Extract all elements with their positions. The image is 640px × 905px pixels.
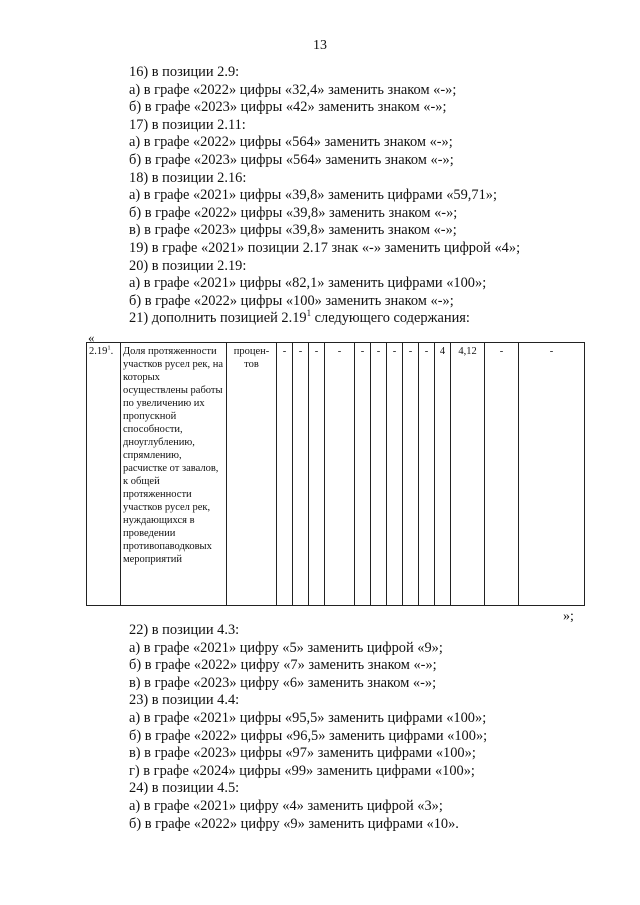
value-cell: -	[325, 343, 355, 606]
closing-quote: »;	[563, 609, 574, 624]
amendment-line: г) в графе «2024» цифры «99» заменить цифрами «100»;	[129, 762, 475, 779]
position-superscript: 1	[107, 344, 111, 352]
amendments-top	[93, 64, 563, 328]
amendment-line: 22) в позиции 4.3:	[129, 622, 240, 638]
value-cell: -	[277, 343, 293, 606]
amendment-line: а) в графе «2021» цифру «4» заменить цифрой «3»;	[129, 797, 443, 814]
amendment-line: б) в графе «2023» цифры «42» заменить знаком «-»;	[129, 99, 447, 116]
amendment-line: 16) в позиции 2.9:	[129, 64, 240, 80]
unit-cell: процен-тов	[227, 343, 277, 606]
value-cell: -	[403, 343, 419, 606]
value-cell: 4	[435, 343, 451, 606]
indicator-name-cell: Доля протяженности участков русел рек, на которых осуществлены работы по увеличению их пропускной способности, дноуглублению, спрямлению, расчистке от завалов, к общей протяженности участков русел рек, нуждающихся в проведении противопаводковых мероприятий	[121, 343, 227, 606]
position-number: 2.19	[89, 346, 108, 357]
amendment-line: б) в графе «2022» цифры «100» заменить знаком «-»;	[129, 292, 454, 309]
amendment-table	[86, 342, 585, 606]
value-cell: -	[419, 343, 435, 606]
amendment-line: б) в графе «2022» цифру «9» заменить цифрами «10».	[129, 815, 459, 832]
amendment-line: а) в графе «2021» цифры «82,1» заменить цифрами «100»;	[129, 275, 487, 292]
amendment-line-21	[93, 310, 563, 328]
position-number-cell	[87, 343, 121, 606]
amendment-line: 19) в графе «2021» позиции 2.17 знак «-» заменить цифрой «4»;	[129, 239, 521, 256]
amendment-line: в) в графе «2023» цифру «6» заменить знаком «-»;	[129, 674, 437, 691]
amendments-bottom	[93, 622, 563, 833]
value-cell: -	[371, 343, 387, 606]
amendment-line: 23) в позиции 4.4:	[129, 692, 240, 709]
item21-text: 21) дополнить позицией 2.19	[129, 310, 307, 327]
value-cell: -	[485, 343, 519, 606]
amendment-line: в) в графе «2023» цифры «97» заменить цифрами «100»;	[129, 745, 476, 762]
amendment-line: а) в графе «2021» цифры «95,5» заменить цифрами «100»;	[129, 709, 487, 726]
value-cell: -	[309, 343, 325, 606]
page-number: 13	[313, 38, 327, 53]
item21-text-after: следующего содержания:	[311, 310, 470, 327]
table-row	[87, 343, 585, 606]
amendment-line: б) в графе «2023» цифры «564» заменить знаком «-»;	[129, 151, 454, 168]
amendment-line: б) в графе «2022» цифры «96,5» заменить цифрами «100»;	[129, 727, 488, 744]
item21-superscript: 1	[306, 308, 312, 319]
amendment-line: а) в графе «2021» цифры «39,8» заменить цифрами «59,71»;	[129, 187, 497, 204]
value-cell: -	[355, 343, 371, 606]
value-cell: -	[387, 343, 403, 606]
amendment-line: 24) в позиции 4.5:	[129, 780, 240, 797]
amendment-line: б) в графе «2022» цифры «39,8» заменить знаком «-»;	[129, 204, 458, 221]
position-suffix: .	[110, 346, 114, 357]
value-cell: 4,12	[451, 343, 485, 606]
value-cell: -	[519, 343, 585, 606]
opening-quote: «	[88, 330, 95, 345]
amendment-line: в) в графе «2023» цифры «39,8» заменить знаком «-»;	[129, 222, 457, 239]
amendment-line: а) в графе «2022» цифры «564» заменить знаком «-»;	[129, 134, 453, 151]
amendment-line: б) в графе «2022» цифру «7» заменить знаком «-»;	[129, 657, 437, 674]
amendment-line: 17) в позиции 2.11:	[129, 116, 246, 133]
amendment-line: а) в графе «2021» цифру «5» заменить цифрой «9»;	[129, 639, 443, 656]
amendment-line: а) в графе «2022» цифры «32,4» заменить знаком «-»;	[129, 81, 457, 98]
amendment-line: 18) в позиции 2.16:	[129, 169, 247, 186]
value-cell: -	[293, 343, 309, 606]
amendment-line: 20) в позиции 2.19:	[129, 257, 247, 274]
